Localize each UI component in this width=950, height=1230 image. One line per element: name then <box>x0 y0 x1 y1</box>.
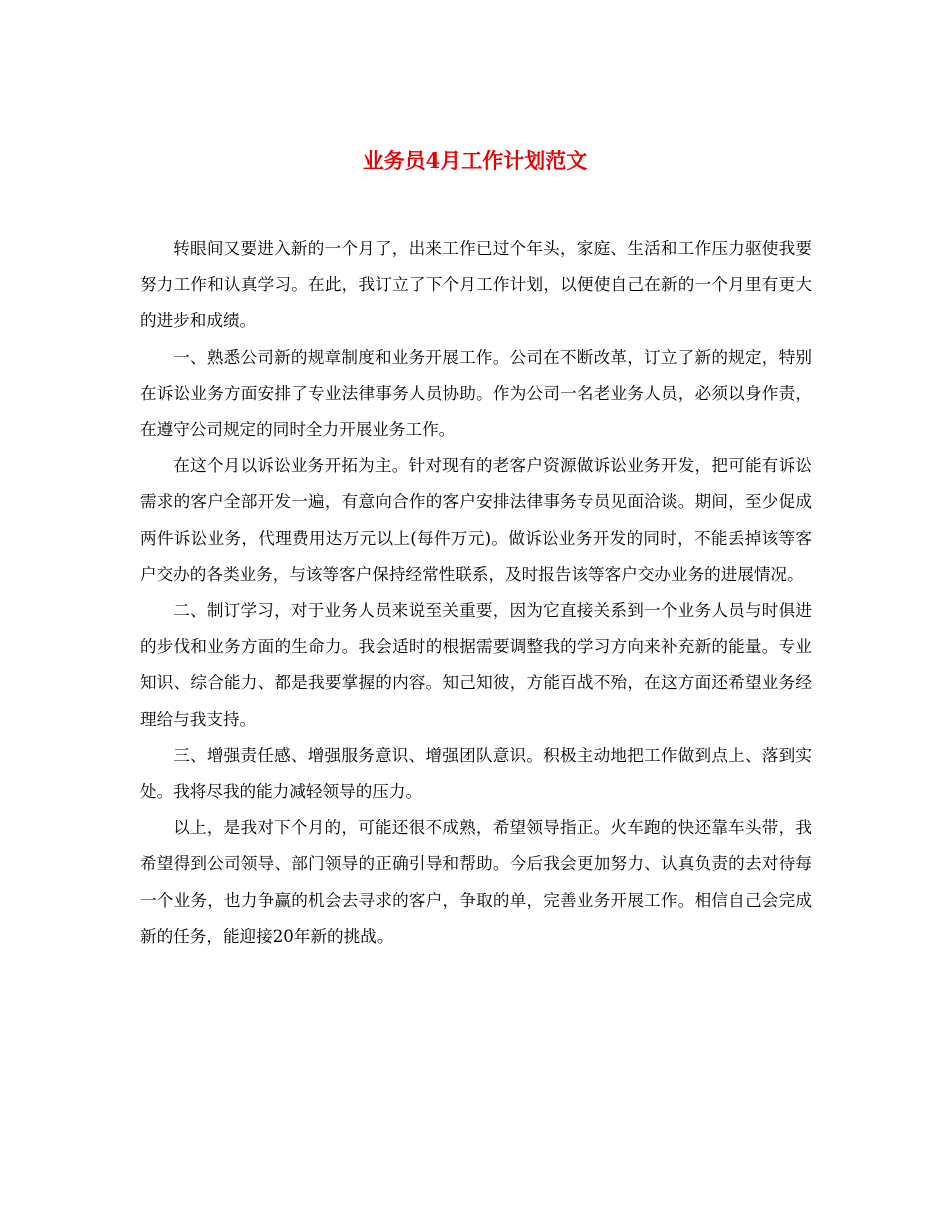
document-body <box>140 231 812 955</box>
paragraph-intro: 转眼间又要进入新的一个月了，出来工作已过个年头，家庭、生活和工作压力驱使我要努力工作和认真学习。在此，我订立了下个月工作计划，以便使自己在新的一个月里有更大的进步和成绩。 <box>140 239 812 331</box>
paragraph-section-two: 二、制订学习，对于业务人员来说至关重要，因为它直接关系到一个业务人员与时俱进的步伐和业务方面的生命力。我会适时的根据需要调整我的学习方向来补充新的能量。专业知识、综合能力、都是我要掌握的内容。知己知彼，方能百战不殆，在这方面还希望业务经理给与我支持。 <box>140 601 812 729</box>
paragraph-litigation-focus: 在这个月以诉讼业务开拓为主。针对现有的老客户资源做诉讼业务开发，把可能有诉讼需求的客户全部开发一遍，有意向合作的客户安排法律事务专员见面洽谈。期间，至少促成两件诉讼业务，代理费用达万元以上(每件万元)。做诉讼业务开发的同时，不能丢掉该等客户交办的各类业务，与该等客户保持经常性联系，及时报告该等客户交办业务的进展情况。 <box>140 456 812 584</box>
paragraph-conclusion: 以上，是我对下个月的，可能还很不成熟，希望领导指正。火车跑的快还靠车头带，我希望得到公司领导、部门领导的正确引导和帮助。今后我会更加努力、认真负责的去对待每一个业务，也力争赢的机会去寻求的客户，争取的单，完善业务开展工作。相信自己会完成新的任务，能迎接20年新的挑战。 <box>140 818 812 946</box>
paragraph-section-three: 三、增强责任感、增强服务意识、增强团队意识。积极主动地把工作做到点上、落到实处。我将尽我的能力减轻领导的压力。 <box>140 745 812 802</box>
document-title: 业务员4月工作计划范文 <box>362 148 588 173</box>
paragraph-section-one: 一、熟悉公司新的规章制度和业务开展工作。公司在不断改革，订立了新的规定，特别在诉讼业务方面安排了专业法律事务人员协助。作为公司一名老业务人员，必须以身作责，在遵守公司规定的同时全力开展业务工作。 <box>140 347 812 440</box>
